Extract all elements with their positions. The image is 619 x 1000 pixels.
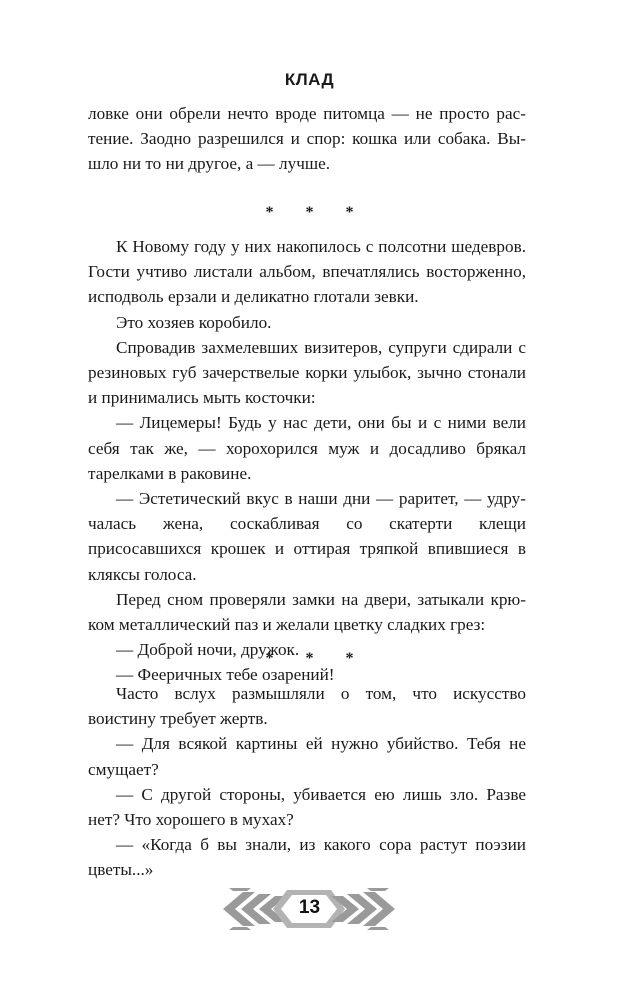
dialogue-line: — Доброй ночи, дружок. <box>116 640 300 660</box>
dialogue-line: — Эстетический вкус в наши дни — раритет, — удручалась жена, соскабливая со скатерти клещи присосавшихся крошек и оттирая тряпкой впившиеся в кляксы голоса. <box>88 489 526 584</box>
page-number: 13 <box>298 897 321 918</box>
dialogue-line: — «Когда б вы знали, из какого сора растут поэзии цветы...» <box>88 835 526 880</box>
dialogue-line: — Для всякой картины ей нужно убийство. Тебя не смущает? <box>88 734 526 779</box>
section-3 <box>88 681 526 883</box>
dialogue-line: — Лицемеры! Будь у нас дети, они бы и с ними вели себя так же, — хорохорился муж и досадливо брякал тарелками в раковине. <box>88 413 526 483</box>
paragraph: ловке они обрели нечто вроде питомца — не просто растение. Заодно разрешился и спор: кошка или собака. Вышло ни то ни другое, а — лучше. <box>88 104 526 174</box>
dialogue-line: — С другой стороны, убивается ею лишь зло. Разве нет? Что хорошего в мухах? <box>88 784 526 830</box>
paragraph: Спровадив захмелевших визитеров, супруги сдирали с резиновых губ зачерствелые корки улыбок, зычно стонали и принимались мыть косточки: <box>88 337 526 408</box>
paragraph: К Новому году у них накопилось с полсотни шедевров. Гости учтиво листали альбом, впечатлялись восторженно, исподволь ерзали и деликатно глотали зевки. <box>88 237 526 307</box>
section-separator: * * * <box>265 650 368 667</box>
paragraph: Это хозяев коробило. <box>116 312 272 332</box>
section-1 <box>88 101 526 177</box>
paragraph: Перед сном проверяли замки на двери, затыкали крюком металлический паз и желали цветку сладких грез: <box>88 589 526 635</box>
running-head-title: КЛАД <box>284 70 335 89</box>
section-2 <box>88 234 526 688</box>
dialogue-line: — Фееричных тебе озарений! <box>116 665 335 685</box>
paragraph: Часто вслух размышляли о том, что искусство воистину требует жертв. <box>88 684 526 729</box>
section-separator: * * * <box>265 204 368 221</box>
